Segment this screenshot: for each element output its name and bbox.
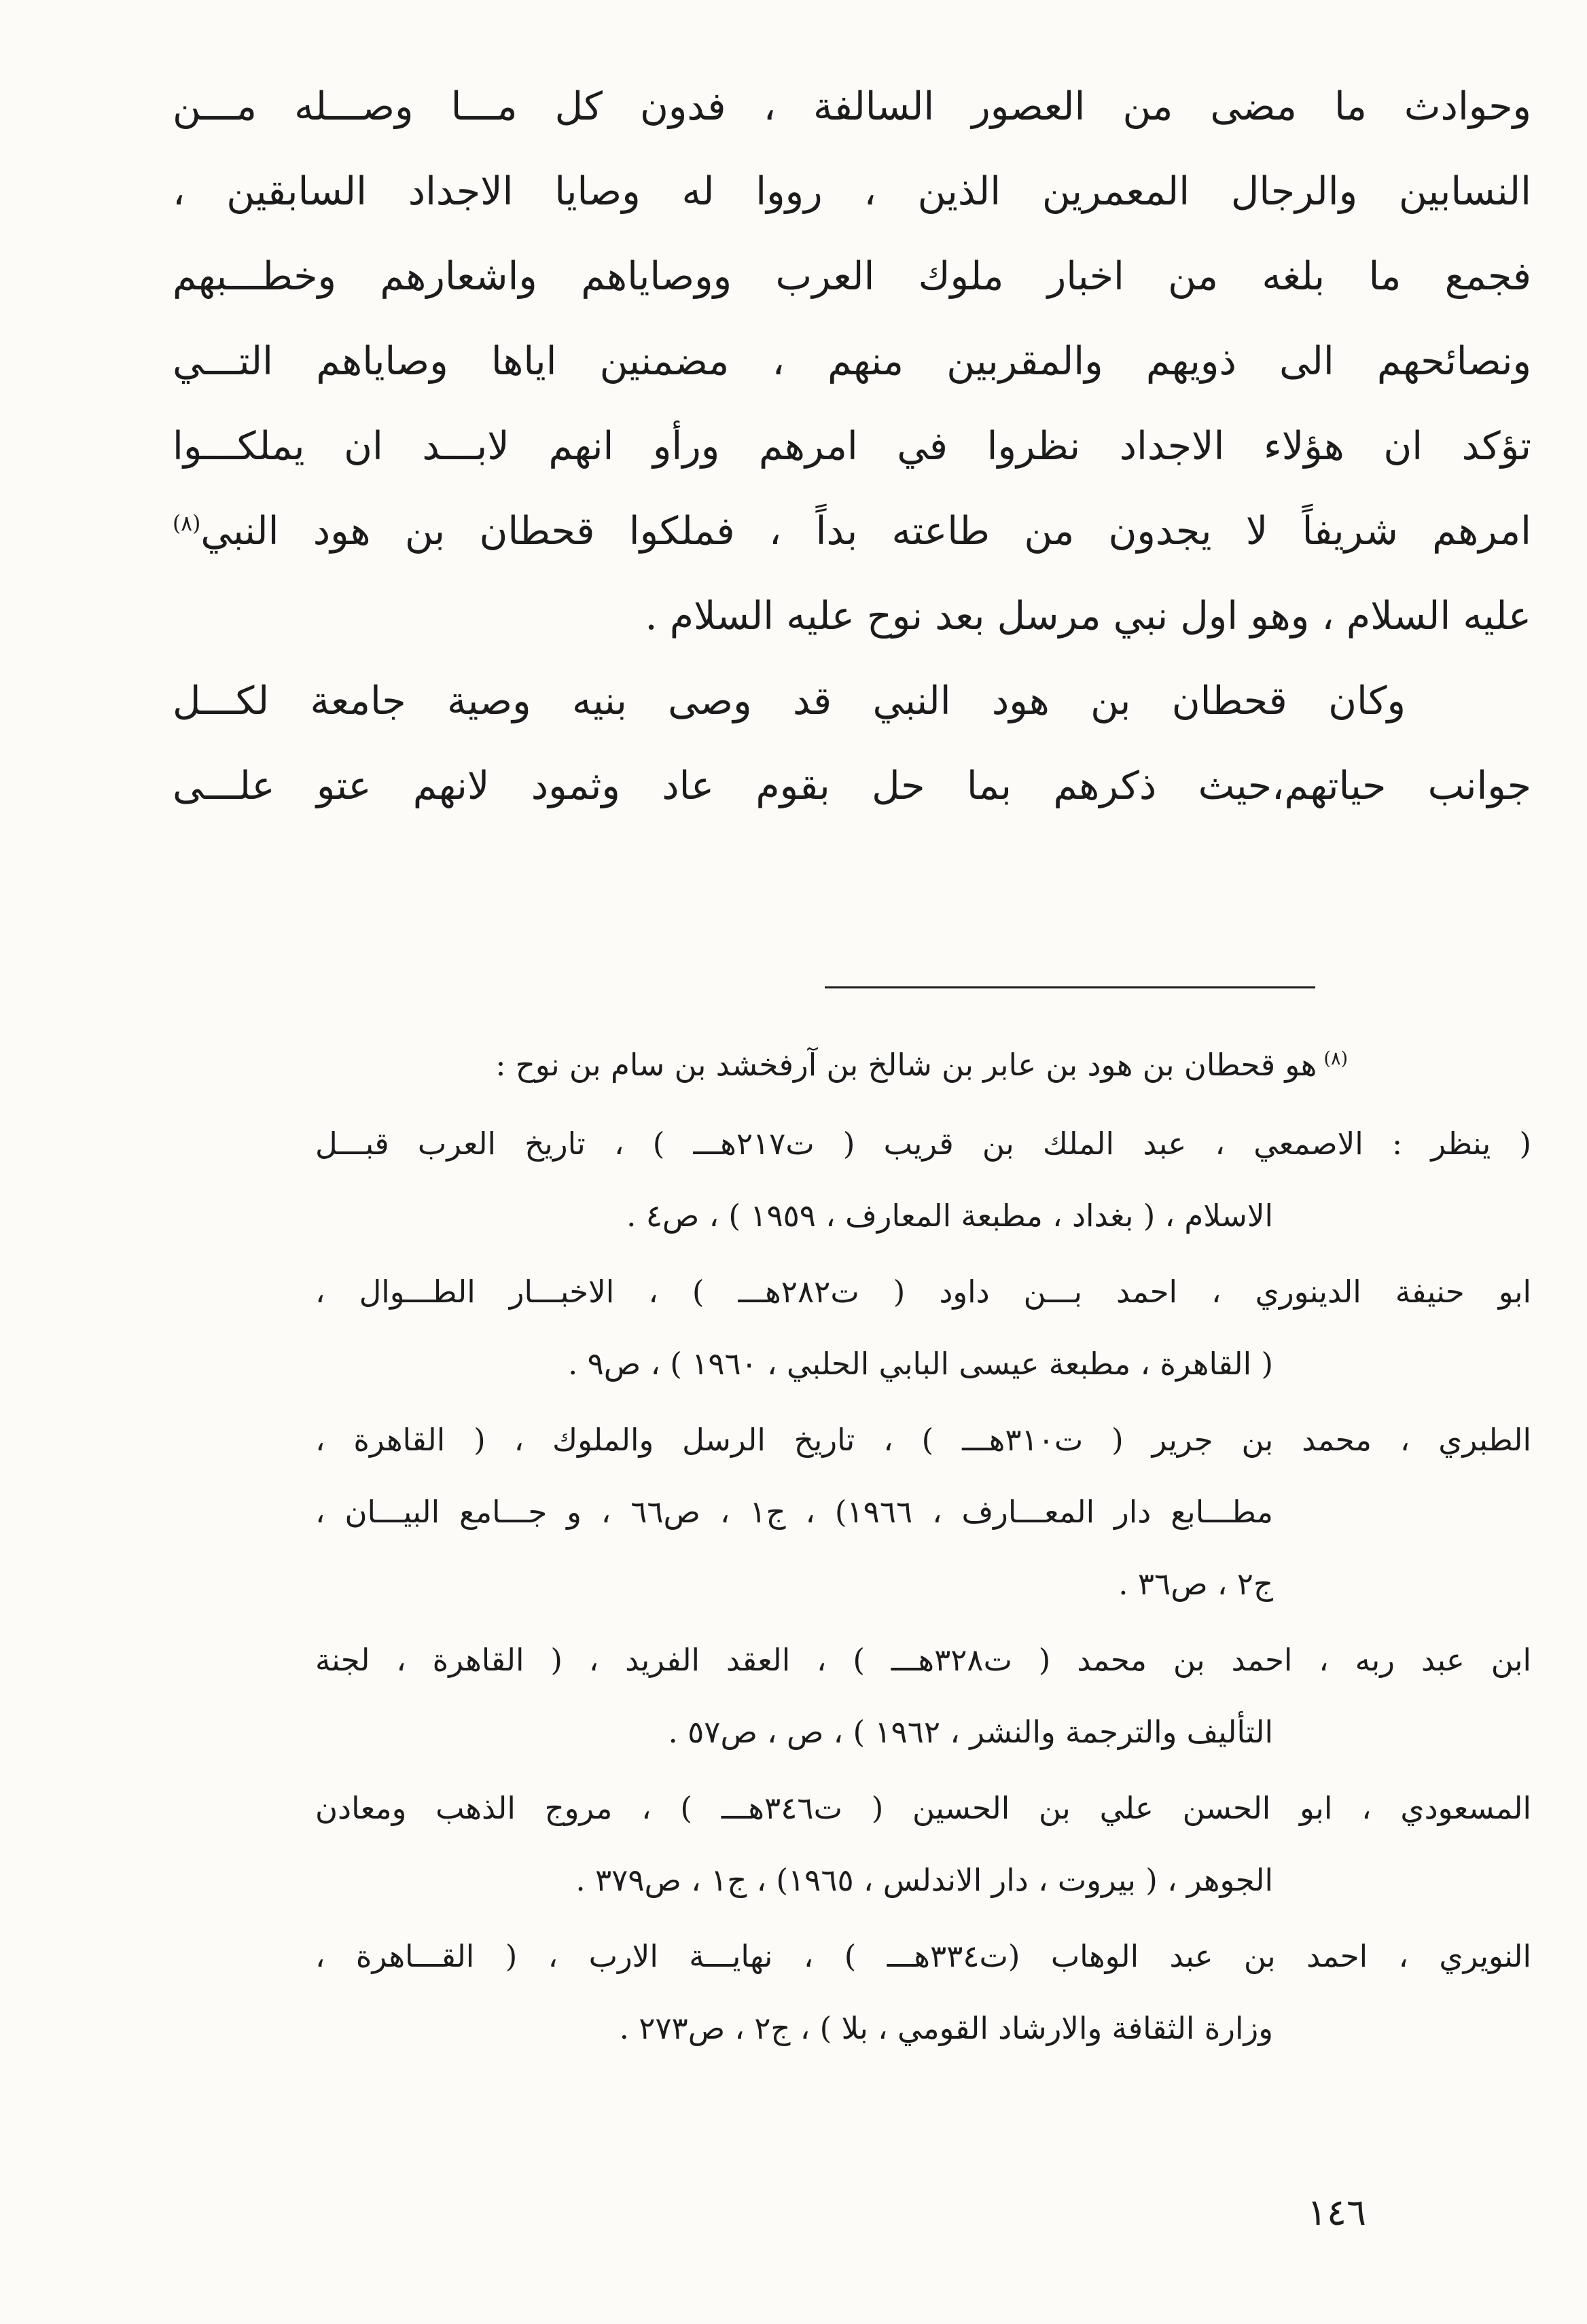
body-line: جوانب حياتهم،حيث ذكرهم بما حل بقوم عاد وثمود لانهم عتو علـــى bbox=[173, 764, 1531, 808]
footnotes-block bbox=[315, 1029, 1531, 2069]
body-line: وحوادث ما مضى من العصور السالفة ، فدون كل مـــا وصـــله مـــن bbox=[173, 84, 1531, 129]
body-line-paragraph-start: وكان قحطان بن هود النبي قد وصى بنيه وصية جامعة لكـــل bbox=[173, 679, 1406, 723]
footnote-header bbox=[315, 1029, 1531, 1101]
footnote-line: ج٢ ، ص٣٦ . bbox=[1118, 1566, 1273, 1602]
footnote-entry-asmai bbox=[315, 1108, 1531, 1252]
footnote-entry-dinawari bbox=[315, 1256, 1531, 1400]
footnote-line: الاسلام ، ( بغداد ، مطبعة المعارف ، ١٩٥٩ ) ، ص٤ . bbox=[626, 1198, 1273, 1234]
footnote-line: الطبري ، محمد بن جرير ( ت٣١٠هـــ ) ، تاريخ الرسل والملوك ، ( القاهرة ، bbox=[315, 1422, 1531, 1458]
footnote-line: مطـــابع دار المعـــارف ، ١٩٦٦) ، ج١ ، ص٦٦ ، و جـــامع البيـــان ، bbox=[315, 1494, 1273, 1530]
body-line: فجمع ما بلغه من اخبار ملوك العرب ووصاياهم واشعارهم وخطـــبهم bbox=[173, 254, 1531, 299]
footnote-line: ابن عبد ربه ، احمد بن محمد ( ت٣٢٨هـــ ) ، العقد الفريد ، ( القاهرة ، لجنة bbox=[315, 1642, 1531, 1678]
footnote-entry-ibn-abd-rabbih bbox=[315, 1624, 1531, 1768]
footnote-entry-nuwayri bbox=[315, 1920, 1531, 2064]
main-text-block bbox=[173, 65, 1531, 829]
footnote-line: المسعودي ، ابو الحسن علي بن الحسين ( ت٣٤٦هـــ ) ، مروج الذهب ومعادن bbox=[315, 1790, 1531, 1826]
body-line: تؤكد ان هؤلاء الاجداد نظروا في امرهم ورأو انهم لابـــد ان يملكـــوا bbox=[173, 424, 1531, 469]
footnote-header-text: هو قحطان بن هود بن عابر بن شالخ بن آرفخشد بن سام بن نوح : bbox=[495, 1047, 1317, 1083]
footnote-entry-masudi bbox=[315, 1772, 1531, 1916]
body-line-text: امرهم شريفاً لا يجدون من طاعته بداً ، فملكوا قحطان بن هود النبي bbox=[200, 509, 1531, 554]
body-line: ونصائحهم الى ذويهم والمقربين منهم ، مضمنين اياها وصاياهم التـــي bbox=[173, 339, 1531, 384]
footnote-line: ابو حنيفة الدينوري ، احمد بـــن داود ( ت٢٨٢هـــ ) ، الاخبـــار الطـــوال ، bbox=[315, 1274, 1531, 1310]
footnote-reference: (٨) bbox=[173, 512, 201, 536]
footnote-line: ( القاهرة ، مطبعة عيسى البابي الحلبي ، ١٩٦٠ ) ، ص٩ . bbox=[567, 1346, 1273, 1382]
footnote-marker: (٨) bbox=[1323, 1048, 1348, 1069]
body-line-with-footnote-ref bbox=[173, 489, 1531, 574]
footnote-entry-tabari bbox=[315, 1404, 1531, 1620]
page-number: ١٤٦ bbox=[1306, 2191, 1366, 2234]
footnote-line: النويري ، احمد بن عبد الوهاب (ت٣٣٤هـــ ) ، نهايـــة الارب ، ( القـــاهرة ، bbox=[315, 1938, 1532, 1974]
footnote-separator-rule bbox=[825, 986, 1315, 988]
footnote-line: وزارة الثقافة والارشاد القومي ، بلا ) ، ج٢ ، ص٢٧٣ . bbox=[619, 2010, 1273, 2046]
footnote-line: التأليف والترجمة والنشر ، ١٩٦٢ ) ، ص ، ص٥٧ . bbox=[668, 1714, 1273, 1750]
footnote-line: ( ينظر : الاصمعي ، عبد الملك بن قريب ( ت٢١٧هـــ ) ، تاريخ العرب قبـــل bbox=[315, 1126, 1532, 1162]
body-line: النسابين والرجال المعمرين الذين ، رووا له وصايا الاجداد السابقين ، bbox=[173, 169, 1531, 214]
body-line-paragraph-end: عليه السلام ، وهو اول نبي مرسل بعد نوح عليه السلام . bbox=[645, 594, 1531, 639]
footnote-line: الجوهر ، ( بيروت ، دار الاندلس ، ١٩٦٥) ، ج١ ، ص٣٧٩ . bbox=[575, 1862, 1273, 1898]
